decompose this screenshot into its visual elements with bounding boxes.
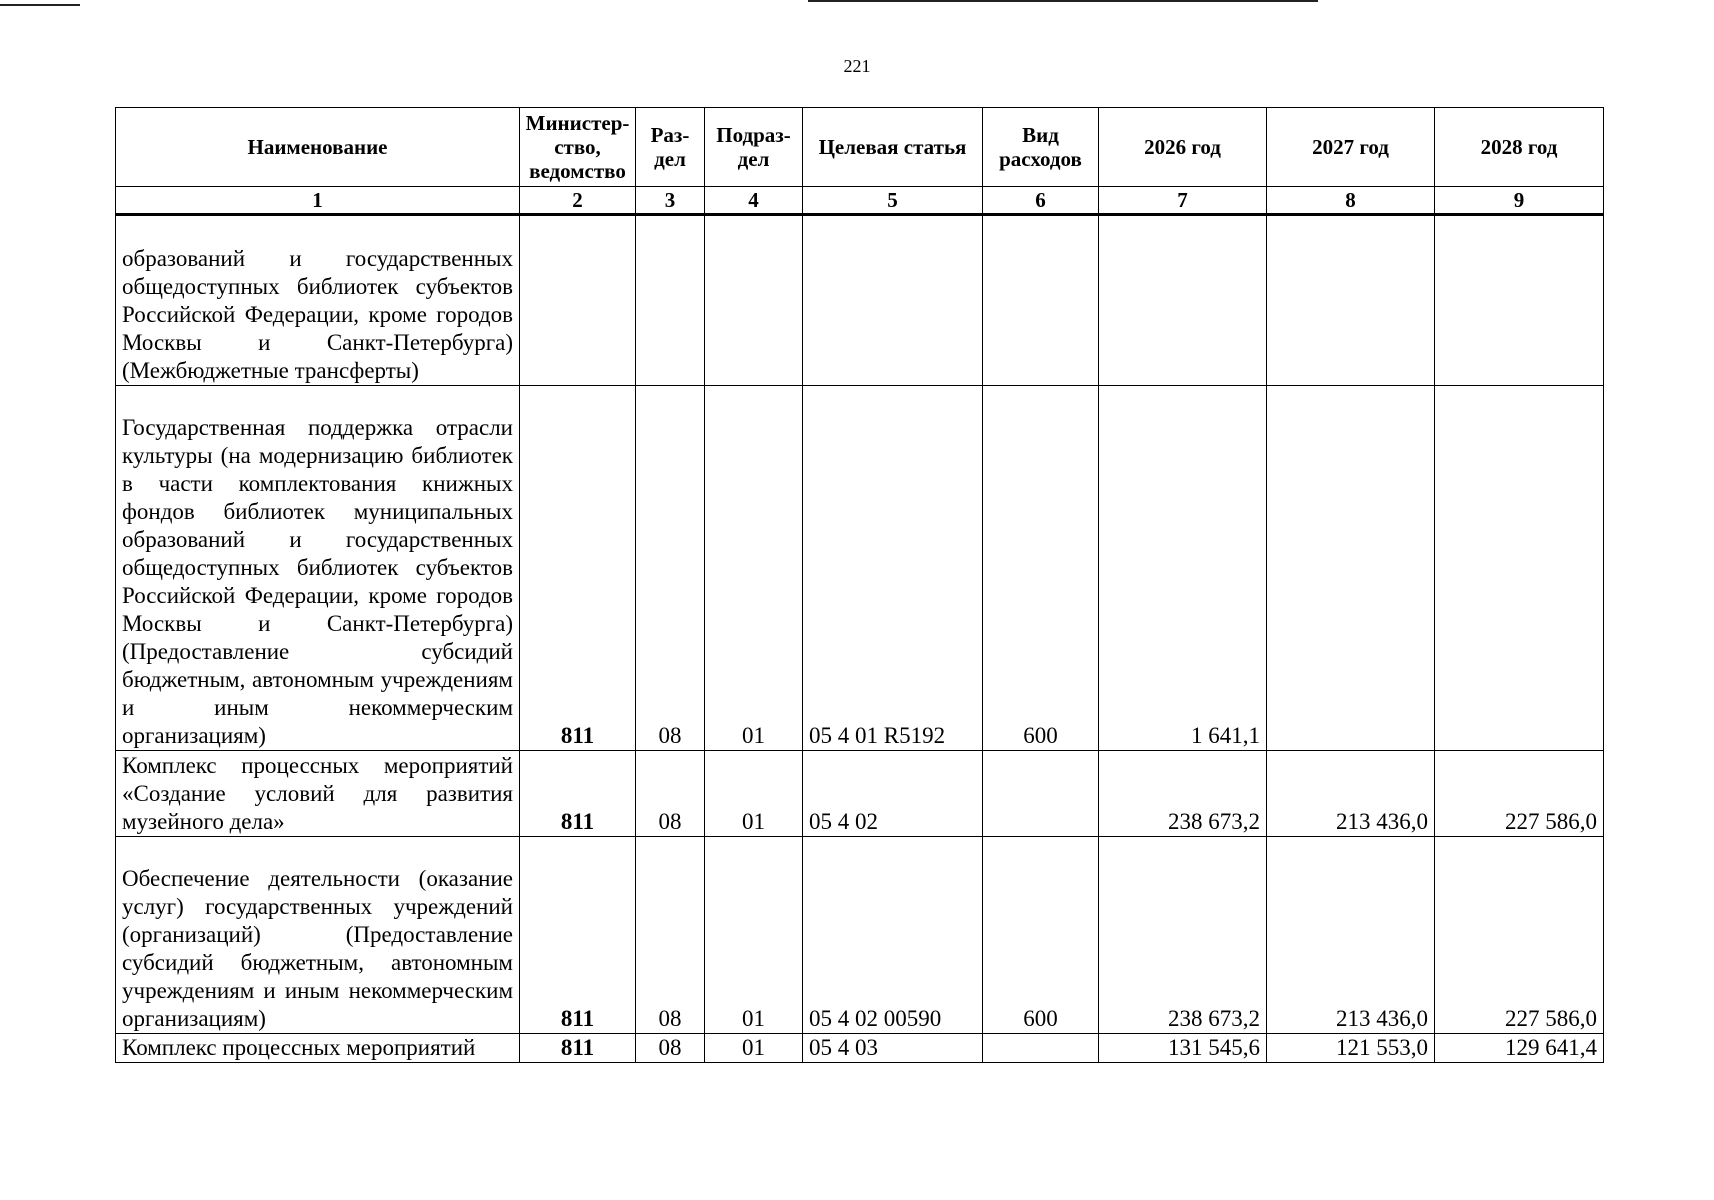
row-target: 05 4 02 00590 bbox=[803, 837, 983, 1034]
row-2027: 213 436,0 bbox=[1267, 751, 1435, 837]
colnum-2: 2 bbox=[520, 187, 636, 215]
table-row bbox=[116, 215, 1604, 386]
table-row bbox=[116, 837, 1604, 1034]
header-name: Наименование bbox=[116, 108, 520, 187]
row-2026: 238 673,2 bbox=[1099, 751, 1267, 837]
row-ministry: 811 bbox=[520, 837, 636, 1034]
row-target bbox=[803, 215, 983, 386]
row-subsection: 01 bbox=[705, 837, 803, 1034]
row-ministry bbox=[520, 215, 636, 386]
row-2028 bbox=[1435, 386, 1604, 751]
row-2026 bbox=[1099, 215, 1267, 386]
row-name bbox=[116, 386, 520, 751]
row-subsection: 01 bbox=[705, 751, 803, 837]
header-ministry: Министер-ство, ведомство bbox=[520, 108, 636, 187]
row-expense-type: 600 bbox=[983, 837, 1099, 1034]
colnum-6: 6 bbox=[983, 187, 1099, 215]
page-number: 221 bbox=[843, 56, 871, 76]
header-2028: 2028 год bbox=[1435, 108, 1604, 187]
row-subsection: 01 bbox=[705, 1034, 803, 1063]
row-section: 08 bbox=[636, 837, 705, 1034]
table-row bbox=[116, 1034, 1604, 1063]
colnum-5: 5 bbox=[803, 187, 983, 215]
header-section: Раз-дел bbox=[636, 108, 705, 187]
table-row bbox=[116, 751, 1604, 837]
row-name-text: Комплекс процессных мероприятий «Создание условий для развития музейного дела» bbox=[122, 753, 513, 834]
row-name-text: Комплекс процессных мероприятий bbox=[122, 1035, 476, 1060]
row-expense-type bbox=[983, 1034, 1099, 1063]
row-subsection bbox=[705, 215, 803, 386]
row-name-text: Обеспечение деятельности (оказание услуг) государственных учреждений (организаций) (Предоставление субсидий бюджетным, автономным учреждениям и иным некоммерческим организациям) bbox=[122, 866, 513, 1031]
row-expense-type: 600 bbox=[983, 386, 1099, 751]
row-2026: 131 545,6 bbox=[1099, 1034, 1267, 1063]
row-2028: 129 641,4 bbox=[1435, 1034, 1604, 1063]
row-2028: 227 586,0 bbox=[1435, 837, 1604, 1034]
row-section: 08 bbox=[636, 386, 705, 751]
row-name-text: Государственная поддержка отрасли культуры (на модернизацию библиотек в части комплектования книжных фондов библиотек муниципальных образований и государственных общедоступных библиотек субъектов Российской Федерации, кроме городов Москвы и Санкт-Петербурга) (Предоставление субсидий бюджетным, автономным учреждениям и иным некоммерческим организациям) bbox=[122, 415, 513, 748]
colnum-4: 4 bbox=[705, 187, 803, 215]
colnum-9: 9 bbox=[1435, 187, 1604, 215]
table-header-row bbox=[116, 108, 1604, 187]
row-name-text: образований и государственных общедоступных библиотек субъектов Российской Федерации, кроме городов Москвы и Санкт-Петербурга) (Межбюджетные трансферты) bbox=[122, 246, 513, 383]
row-name bbox=[116, 215, 520, 386]
row-name bbox=[116, 751, 520, 837]
row-2027: 213 436,0 bbox=[1267, 837, 1435, 1034]
row-2027: 121 553,0 bbox=[1267, 1034, 1435, 1063]
row-2028: 227 586,0 bbox=[1435, 751, 1604, 837]
row-subsection: 01 bbox=[705, 386, 803, 751]
row-2027 bbox=[1267, 386, 1435, 751]
colnum-3: 3 bbox=[636, 187, 705, 215]
colnum-8: 8 bbox=[1267, 187, 1435, 215]
scan-artifact-line-center bbox=[808, 0, 1318, 2]
column-numbers-row bbox=[116, 187, 1604, 215]
row-2026: 238 673,2 bbox=[1099, 837, 1267, 1034]
header-subsection: Подраз-дел bbox=[705, 108, 803, 187]
header-2027: 2027 год bbox=[1267, 108, 1435, 187]
row-2026: 1 641,1 bbox=[1099, 386, 1267, 751]
colnum-1: 1 bbox=[116, 187, 520, 215]
row-target: 05 4 01 R5192 bbox=[803, 386, 983, 751]
row-target: 05 4 02 bbox=[803, 751, 983, 837]
row-ministry: 811 bbox=[520, 386, 636, 751]
colnum-7: 7 bbox=[1099, 187, 1267, 215]
row-section: 08 bbox=[636, 1034, 705, 1063]
scan-artifact-line-left bbox=[0, 4, 80, 6]
table-row bbox=[116, 386, 1604, 751]
header-expense-type: Вид расходов bbox=[983, 108, 1099, 187]
row-expense-type bbox=[983, 215, 1099, 386]
row-ministry: 811 bbox=[520, 1034, 636, 1063]
row-name bbox=[116, 837, 520, 1034]
row-expense-type bbox=[983, 751, 1099, 837]
row-ministry: 811 bbox=[520, 751, 636, 837]
row-2027 bbox=[1267, 215, 1435, 386]
row-section: 08 bbox=[636, 751, 705, 837]
budget-table bbox=[115, 107, 1604, 1063]
header-target: Целевая статья bbox=[803, 108, 983, 187]
row-name bbox=[116, 1034, 520, 1063]
header-2026: 2026 год bbox=[1099, 108, 1267, 187]
row-2028 bbox=[1435, 215, 1604, 386]
row-target: 05 4 03 bbox=[803, 1034, 983, 1063]
row-section bbox=[636, 215, 705, 386]
